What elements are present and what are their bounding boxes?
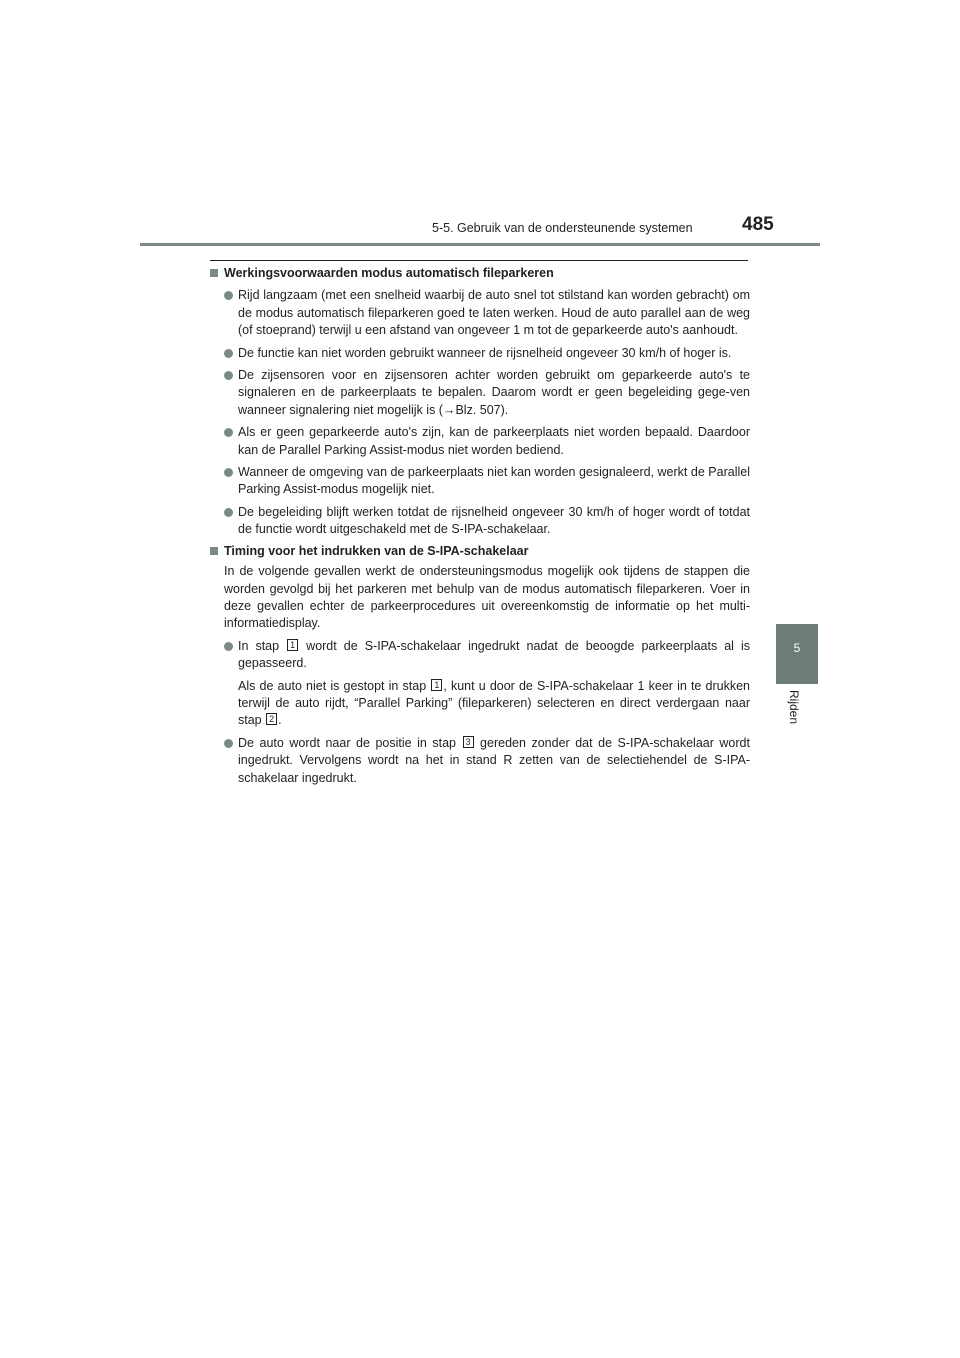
section-heading xyxy=(210,265,750,282)
text-run: . xyxy=(278,713,282,728)
list-item-text: Wanneer de omgeving van de parkeerplaats niet kan worden gesignaleerd, werkt de Parallel Parking Assist-modus mogelijk niet. xyxy=(238,465,750,497)
list-item-text: De zijsensoren voor en zijsensoren achter worden gebruikt om geparkeerde auto's te signaleren en de parkeerplaats te bepalen. Daarom wordt er geen begeleiding gege-ven wanneer signalering niet mogelijk is (→Blz. 507). xyxy=(238,368,750,417)
section-title: Werkingsvoorwaarden modus automatisch fileparkeren xyxy=(224,266,554,280)
text-run: Als de auto niet is gestopt in stap xyxy=(238,678,431,693)
chapter-label xyxy=(789,690,803,740)
list-item-text: De functie kan niet worden gebruikt wanneer de rijsnelheid ongeveer 30 km/h of hoger is. xyxy=(238,345,732,360)
list-item-text: Rijd langzaam (met een snelheid waarbij de auto snel tot stilstand kan worden gebracht) om de modus automatisch fileparkeren goed te laten werken. Houd de auto parallel aan de weg (of stoeprand) terwijl u een afstand van ongeveer 1 m tot de geparkeerde auto's aanhoudt. xyxy=(238,288,750,338)
round-bullet-icon xyxy=(224,468,233,477)
list-item xyxy=(210,638,750,673)
step-number-badge: 1 xyxy=(287,639,298,651)
list-item xyxy=(210,287,750,339)
text-run: , kunt u door de S-IPA-schakelaar 1 keer in te drukken terwijl de auto rijdt, “Parallel Parking” (fileparkeren) selecteren en direct verdergaan naar stap xyxy=(238,678,750,728)
page-number: 485 xyxy=(742,214,774,235)
round-bullet-icon xyxy=(224,371,233,380)
list-item xyxy=(210,367,750,419)
list-item xyxy=(210,424,750,459)
list-item-text: De begeleiding blijft werken totdat de rijsnelheid ongeveer 30 km/h of hoger wordt of totdat de functie wordt uitgeschakeld met de S-IPA-schakelaar. xyxy=(238,504,750,537)
list-item xyxy=(210,345,750,362)
sub-paragraph xyxy=(210,678,750,730)
main-content xyxy=(210,265,750,787)
list-item xyxy=(210,735,750,787)
header-rule xyxy=(140,243,820,246)
content-rule xyxy=(210,260,748,261)
chapter-label-text: Rijden xyxy=(787,690,801,725)
round-bullet-icon xyxy=(224,349,233,358)
section-title: Timing voor het indrukken van de S-IPA-schakelaar xyxy=(224,543,529,558)
text-run: wordt de S-IPA-schakelaar ingedrukt nadat de beoogde parkeerplaats al is gepasseerd. xyxy=(238,638,751,671)
round-bullet-icon xyxy=(224,642,233,651)
text-run: In stap xyxy=(238,638,287,653)
step-number-badge: 2 xyxy=(266,713,277,725)
round-bullet-icon xyxy=(224,291,233,300)
intro-paragraph: In de volgende gevallen werkt de ondersteuningsmodus mogelijk ook tijdens de stappen die worden gevolgd bij het parkeren met behulp van de modus automatisch fileparkeren. Voer in deze gevallen echter de parkeerprocedures uit overeenkomstig de informatie op het multi-informatiedisplay. xyxy=(224,564,750,631)
round-bullet-icon xyxy=(224,739,233,748)
step-number-badge: 3 xyxy=(463,736,474,748)
round-bullet-icon xyxy=(224,428,233,437)
running-header: 5-5. Gebruik van de ondersteunende systemen xyxy=(432,221,693,235)
list-item xyxy=(210,464,750,499)
list-item xyxy=(210,504,750,539)
section-heading xyxy=(210,543,750,560)
round-bullet-icon xyxy=(224,508,233,517)
square-bullet-icon xyxy=(210,547,218,555)
square-bullet-icon xyxy=(210,269,218,277)
step-number-badge: 1 xyxy=(431,679,442,691)
list-item-text: Als er geen geparkeerde auto's zijn, kan de parkeerplaats niet worden bepaald. Daardoor kan de Parallel Parking Assist-modus niet worden bediend. xyxy=(238,425,750,457)
text-run: De auto wordt naar de positie in stap xyxy=(238,735,462,750)
chapter-tab[interactable]: 5 xyxy=(776,624,818,684)
text-run: gereden zonder dat de S-IPA-schakelaar wordt ingedrukt. Vervolgens wordt na het in stand R zetten van de selectiehendel de S-IPA-schakelaar ingedrukt. xyxy=(238,735,750,785)
